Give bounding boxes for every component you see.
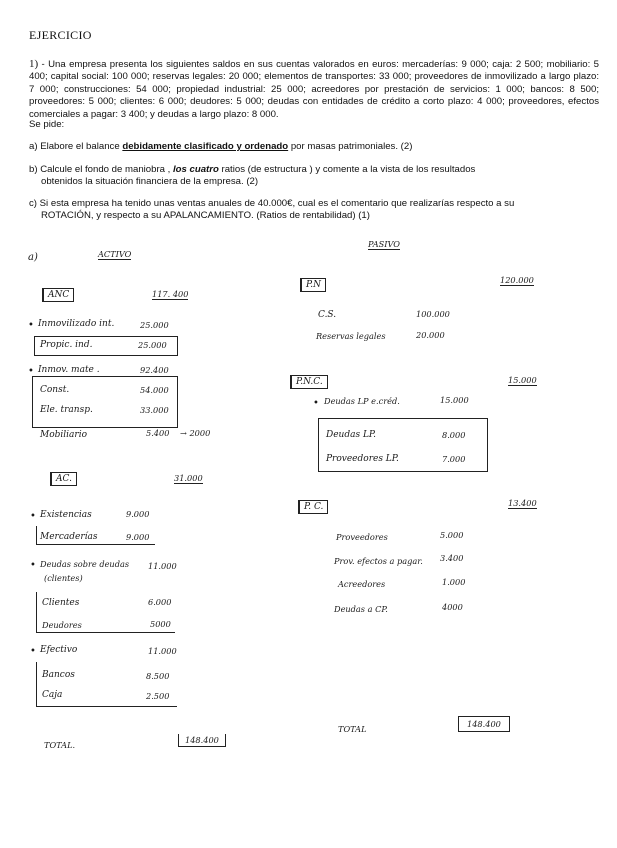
bullet-icon: • [313, 398, 319, 409]
prop-ind-value: 25.000 [138, 340, 167, 350]
mobiliario-label: Mobiliario [40, 430, 87, 440]
efectivo-label: Efectivo [40, 645, 78, 655]
activo-total-label: TOTAL. [44, 740, 76, 750]
question-b-emphasis: los cuatro [173, 164, 219, 175]
exercise-statement [29, 58, 599, 121]
mercaderias-label: Mercaderías [40, 532, 98, 542]
ac-tag: AC. [50, 472, 77, 486]
bullet-icon: • [28, 320, 34, 331]
question-a-emphasis: debidamente clasificado y ordenado [122, 141, 289, 152]
inm-mat-value: 92.400 [140, 365, 169, 375]
question-a-prefix: a) Elabore el balance [29, 141, 123, 152]
question-b-prefix: b) Calcule el fondo de maniobra , [29, 164, 173, 175]
pc-tag: P. C. [298, 500, 328, 514]
deudores-label-line1: Deudas sobre deudas [40, 559, 130, 569]
caja-value: 2.500 [146, 691, 170, 701]
inm-mat-box [32, 376, 178, 428]
pnc-total: 15.000 [508, 375, 537, 385]
const-value: 54.000 [140, 385, 169, 395]
existencias-value: 9.000 [126, 509, 150, 519]
prov-lp-value: 7.000 [442, 454, 466, 464]
question-b [29, 164, 475, 189]
deudas-credito-value: 15.000 [440, 395, 469, 405]
clientes-value: 6.000 [148, 597, 172, 607]
exercise-title: EJERCICIO [29, 28, 92, 42]
bancos-value: 8.500 [146, 671, 170, 681]
deudas-cp-label: Deudas a CP. [334, 604, 388, 614]
deudores-item-value: 5000 [150, 619, 171, 629]
deudas-lp-value: 8.000 [442, 430, 466, 440]
pn-total: 120.000 [500, 275, 534, 285]
deudores-value: 11.000 [148, 561, 177, 571]
reservas-label: Reservas legales [316, 331, 386, 341]
acreedores-value: 1.000 [442, 577, 466, 587]
bullet-icon: • [30, 511, 36, 522]
anc-total: 117. 400 [152, 289, 189, 299]
deudas-cp-value: 4000 [442, 602, 463, 612]
clientes-label: Clientes [42, 598, 80, 608]
cs-label: C.S. [318, 310, 337, 320]
pnc-tag: P.N.C. [290, 375, 328, 389]
mobiliario-note: → 2000 [180, 428, 211, 438]
activo-title: ACTIVO [98, 249, 132, 259]
anc-tag: ANC [42, 288, 74, 302]
elem-transp-label: Ele. transp. [40, 405, 93, 415]
question-a-suffix: por masas patrimoniales. (2) [288, 141, 413, 152]
efectos-value: 3.400 [440, 553, 464, 563]
inm-int-label: Inmovilizado int. [38, 319, 115, 329]
question-c-line2: ROTACIÓN, y respecto a su APALANCAMIENTO. (Ratios de rentabilidad) (1) [41, 210, 370, 222]
const-label: Const. [40, 385, 70, 395]
prop-ind-label: Propic. ind. [40, 340, 93, 350]
pc-total: 13.400 [508, 498, 537, 508]
pasivo-total-value: 148.400 [458, 716, 510, 732]
reservas-value: 20.000 [416, 330, 445, 340]
caja-label: Caja [42, 690, 63, 700]
ac-total: 31.000 [174, 473, 203, 483]
deudas-credito-label: Deudas LP e.créd. [324, 396, 400, 406]
bullet-icon: • [30, 646, 36, 657]
pasivo-total-label: TOTAL [338, 724, 367, 734]
deudores-label-line2: (clientes) [44, 573, 83, 583]
question-c-line1: c) Si esta empresa ha tenido unas ventas anuales de 40.000€, cual es el comentario que realizarías respecto a su [29, 198, 515, 209]
existencias-label: Existencias [40, 510, 92, 520]
efectos-label: Prov. efectos a pagar. [334, 556, 423, 566]
answer-part-label: a) [28, 252, 38, 263]
question-c [29, 198, 514, 223]
cs-value: 100.000 [416, 309, 450, 319]
pasivo-title: PASIVO [368, 239, 400, 249]
mercaderias-value: 9.000 [126, 532, 150, 542]
efectivo-value: 11.000 [148, 646, 177, 656]
mobiliario-value: 5.400 [146, 428, 170, 438]
deudores-item-label: Deudores [42, 620, 82, 630]
prov-lp-label: Proveedores LP. [326, 454, 399, 464]
inm-mat-label: Inmov. mate . [38, 365, 100, 375]
bullet-icon: • [28, 366, 34, 377]
question-b-line1: ratios (de estructura ) y comente a la vista de los resultados [218, 164, 476, 175]
activo-total-value: 148.400 [178, 734, 226, 747]
exercise-number: 1) [29, 58, 39, 70]
elem-transp-value: 33.000 [140, 405, 169, 415]
bancos-label: Bancos [42, 670, 75, 680]
acreedores-label: Acreedores [338, 579, 386, 589]
inm-int-value: 25.000 [140, 320, 169, 330]
pn-tag: P.N [300, 278, 326, 292]
proveedores-label: Proveedores [336, 532, 388, 542]
question-a [29, 141, 412, 153]
bullet-icon: • [30, 560, 36, 571]
question-b-line2: obtenidos la situación financiera de la empresa. (2) [41, 176, 259, 188]
proveedores-value: 5.000 [440, 530, 464, 540]
deudas-lp-label: Deudas LP. [326, 430, 377, 440]
se-pide: Se pide: [29, 119, 65, 130]
exercise-intro: - Una empresa presenta los siguientes saldos en sus cuentas valorados en euros: mercaderías: 9 000; caja: 2 500; mobiliario: 5 400; capital social: 100 000; reservas legales: 20 000; elementos de transportes: 33 000; proveedores de inmovilizado a largo plazo: 7 000; construcciones: 54 000; propiedad industrial: 25 000; acreedores por prestación de servicios: 1 000; bancos: 8 500; proveedores: 5 000; clientes: 6 000; deudores: 5 000; deudas con entidades de crédito a corto plazo: 4 000; proveedores, efectos comerciales a pagar: 3 400; y deudas a largo plazo: 8 000. [29, 59, 599, 120]
